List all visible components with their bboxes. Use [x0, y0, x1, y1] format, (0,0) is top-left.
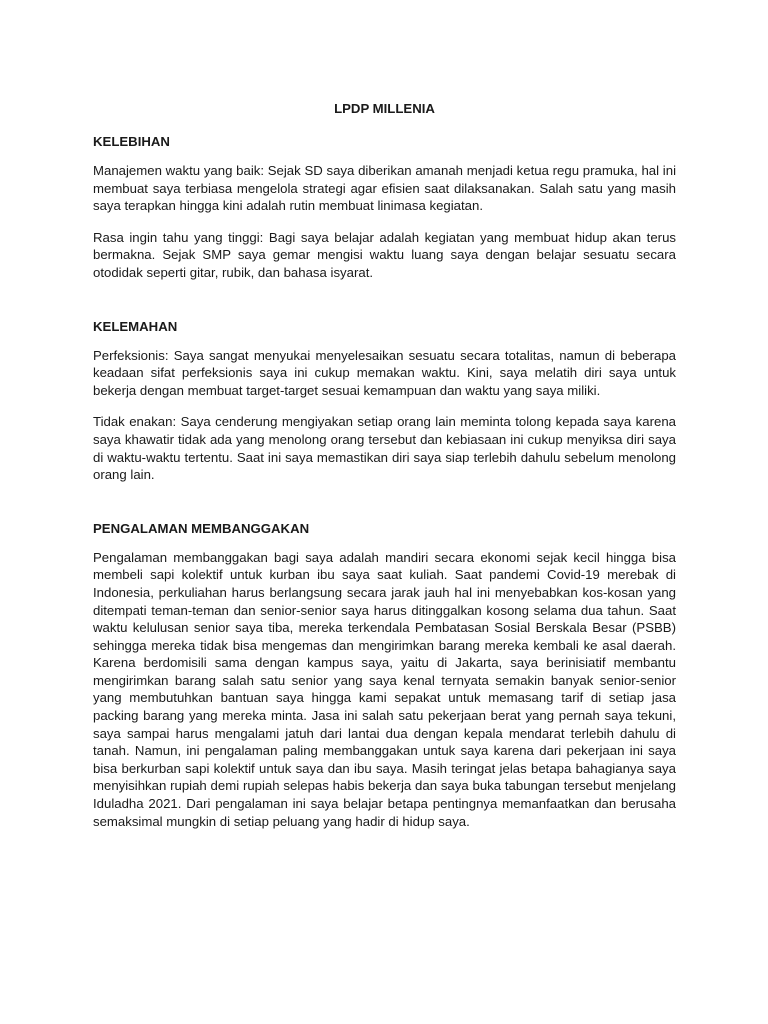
section-pengalaman-membanggakan: [93, 520, 676, 831]
paragraph: Rasa ingin tahu yang tinggi: Bagi saya belajar adalah kegiatan yang membuat hidup akan terus bermakna. Sejak SMP saya gemar mengisi waktu luang saya dengan belajar sesuatu secara otodidak seperti gitar, rubik, dan bahasa isyarat.: [93, 229, 676, 280]
section-heading: KELEMAHAN: [93, 318, 178, 334]
paragraph: Perfeksionis: Saya sangat menyukai menyelesaikan sesuatu secara totalitas, namun di beberapa keadaan sifat perfeksionis saya ini cukup memakan waktu. Kini, saya melatih diri saya untuk bekerja dengan membuat target-target sesuai kemampuan dan waktu yang saya miliki.: [93, 347, 676, 398]
section-kelemahan: [93, 318, 676, 484]
paragraph: Manajemen waktu yang baik: Sejak SD saya diberikan amanah menjadi ketua regu pramuka, hal ini membuat saya terbiasa mengelola strategi agar efisien saat dilaksanakan. Salah satu yang masih saya terapkan hingga kini adalah rutin membuat linimasa kegiatan.: [93, 163, 676, 214]
paragraph: Pengalaman membanggakan bagi saya adalah mandiri secara ekonomi sejak kecil hingga bisa membeli sapi kolektif untuk kurban ibu saya saat kuliah. Saat pandemi Covid-19 merebak di Indonesia, perkuliahan harus berlangsung secara jarak jauh hal ini menyebabkan kos-kosan yang ditempati teman-teman dan senior-senior saya harus ditinggalkan kosong selama dua tahun. Saat waktu kelulusan senior saya tiba, mereka terkendala Pembatasan Sosial Berskala Besar (PSBB) sehingga mereka tidak bisa mengemas dan mengirimkan barang mereka kembali ke asal daerah. Karena berdomisili sama dengan kampus saya, yaitu di Jakarta, saya berinisiatif membantu mengirimkan barang salah satu senior yang saya kenal ternyata semakin banyak senior-senior yang membutuhkan bantuan saya hingga kami sepakat untuk memasang tarif di setiap jasa packing barang yang mereka minta. Jasa ini salah satu pekerjaan berat yang pernah saya tekuni, saya sampai harus mengalami jatuh dari lantai dua dengan kepala mendarat terlebih dahulu di tanah. Namun, ini pengalaman paling membanggakan untuk saya karena dari pekerjaan ini saya bisa berkurban sapi kolektif untuk saya dan ibu saya. Masih teringat jelas betapa bahagianya saya menyisihkan rupiah demi rupiah selepas habis bekerja dan saya buka tabungan tersebut menjelang Iduladha 2021. Dari pengalaman ini saya belajar betapa pentingnya memanfaatkan dan berusaha semaksimal mungkin di setiap peluang yang hadir di hidup saya.: [93, 549, 676, 829]
section-kelebihan: [93, 133, 676, 282]
paragraph: Tidak enakan: Saya cenderung mengiyakan setiap orang lain meminta tolong kepada saya karena saya khawatir tidak ada yang menolong orang tersebut dan kebiasaan ini cukup menyiksa diri saya di waktu-waktu tertentu. Saat ini saya memastikan diri saya siap terlebih dahulu sebelum menolong orang lain.: [93, 414, 676, 483]
section-heading: PENGALAMAN MEMBANGGAKAN: [93, 520, 310, 536]
section-heading: KELEBIHAN: [93, 134, 170, 149]
document-title: LPDP MILLENIA: [334, 101, 435, 116]
